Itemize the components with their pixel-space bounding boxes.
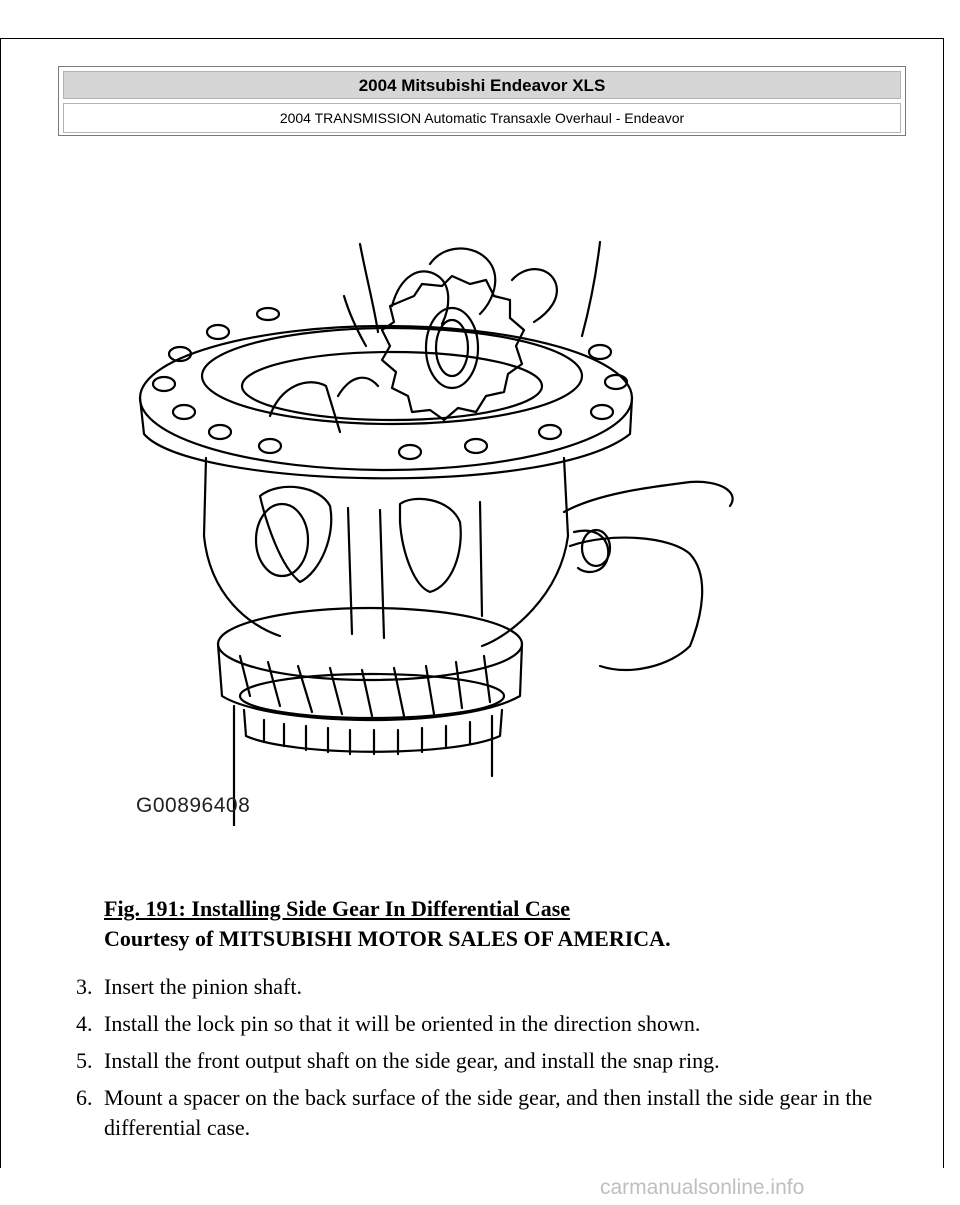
section-title: 2004 TRANSMISSION Automatic Transaxle Overhaul - Endeavor [63,103,901,133]
figure-caption [104,894,671,954]
step-number: 4. [76,1011,93,1036]
step-text: Install the lock pin so that it will be oriented in the direction shown. [104,1011,701,1036]
step-number: 5. [76,1048,93,1073]
step-text: Install the front output shaft on the side gear, and install the snap ring. [104,1048,720,1073]
page-frame-left [0,38,1,1168]
procedure-steps [76,972,896,1150]
page-frame-top [0,38,944,39]
page-frame-right [943,38,944,1168]
list-item [76,1046,896,1076]
step-text: Insert the pinion shaft. [104,974,302,999]
step-number: 3. [76,974,93,999]
vehicle-title: 2004 Mitsubishi Endeavor XLS [63,71,901,99]
watermark: carmanualsonline.info [600,1176,805,1199]
figure-caption-title[interactable]: Fig. 191: Installing Side Gear In Differential Case [104,896,571,921]
list-item [76,972,896,1002]
figure-courtesy: Courtesy of MITSUBISHI MOTOR SALES OF AMERICA. [104,926,671,951]
figure-code: G00896408 [136,794,251,817]
document-header [58,66,906,136]
step-number: 6. [76,1085,93,1110]
step-text: Mount a spacer on the back surface of the side gear, and then install the side gear in the differential case. [104,1085,873,1140]
list-item [76,1083,896,1143]
differential-case-illustration [130,236,750,826]
list-item [76,1009,896,1039]
